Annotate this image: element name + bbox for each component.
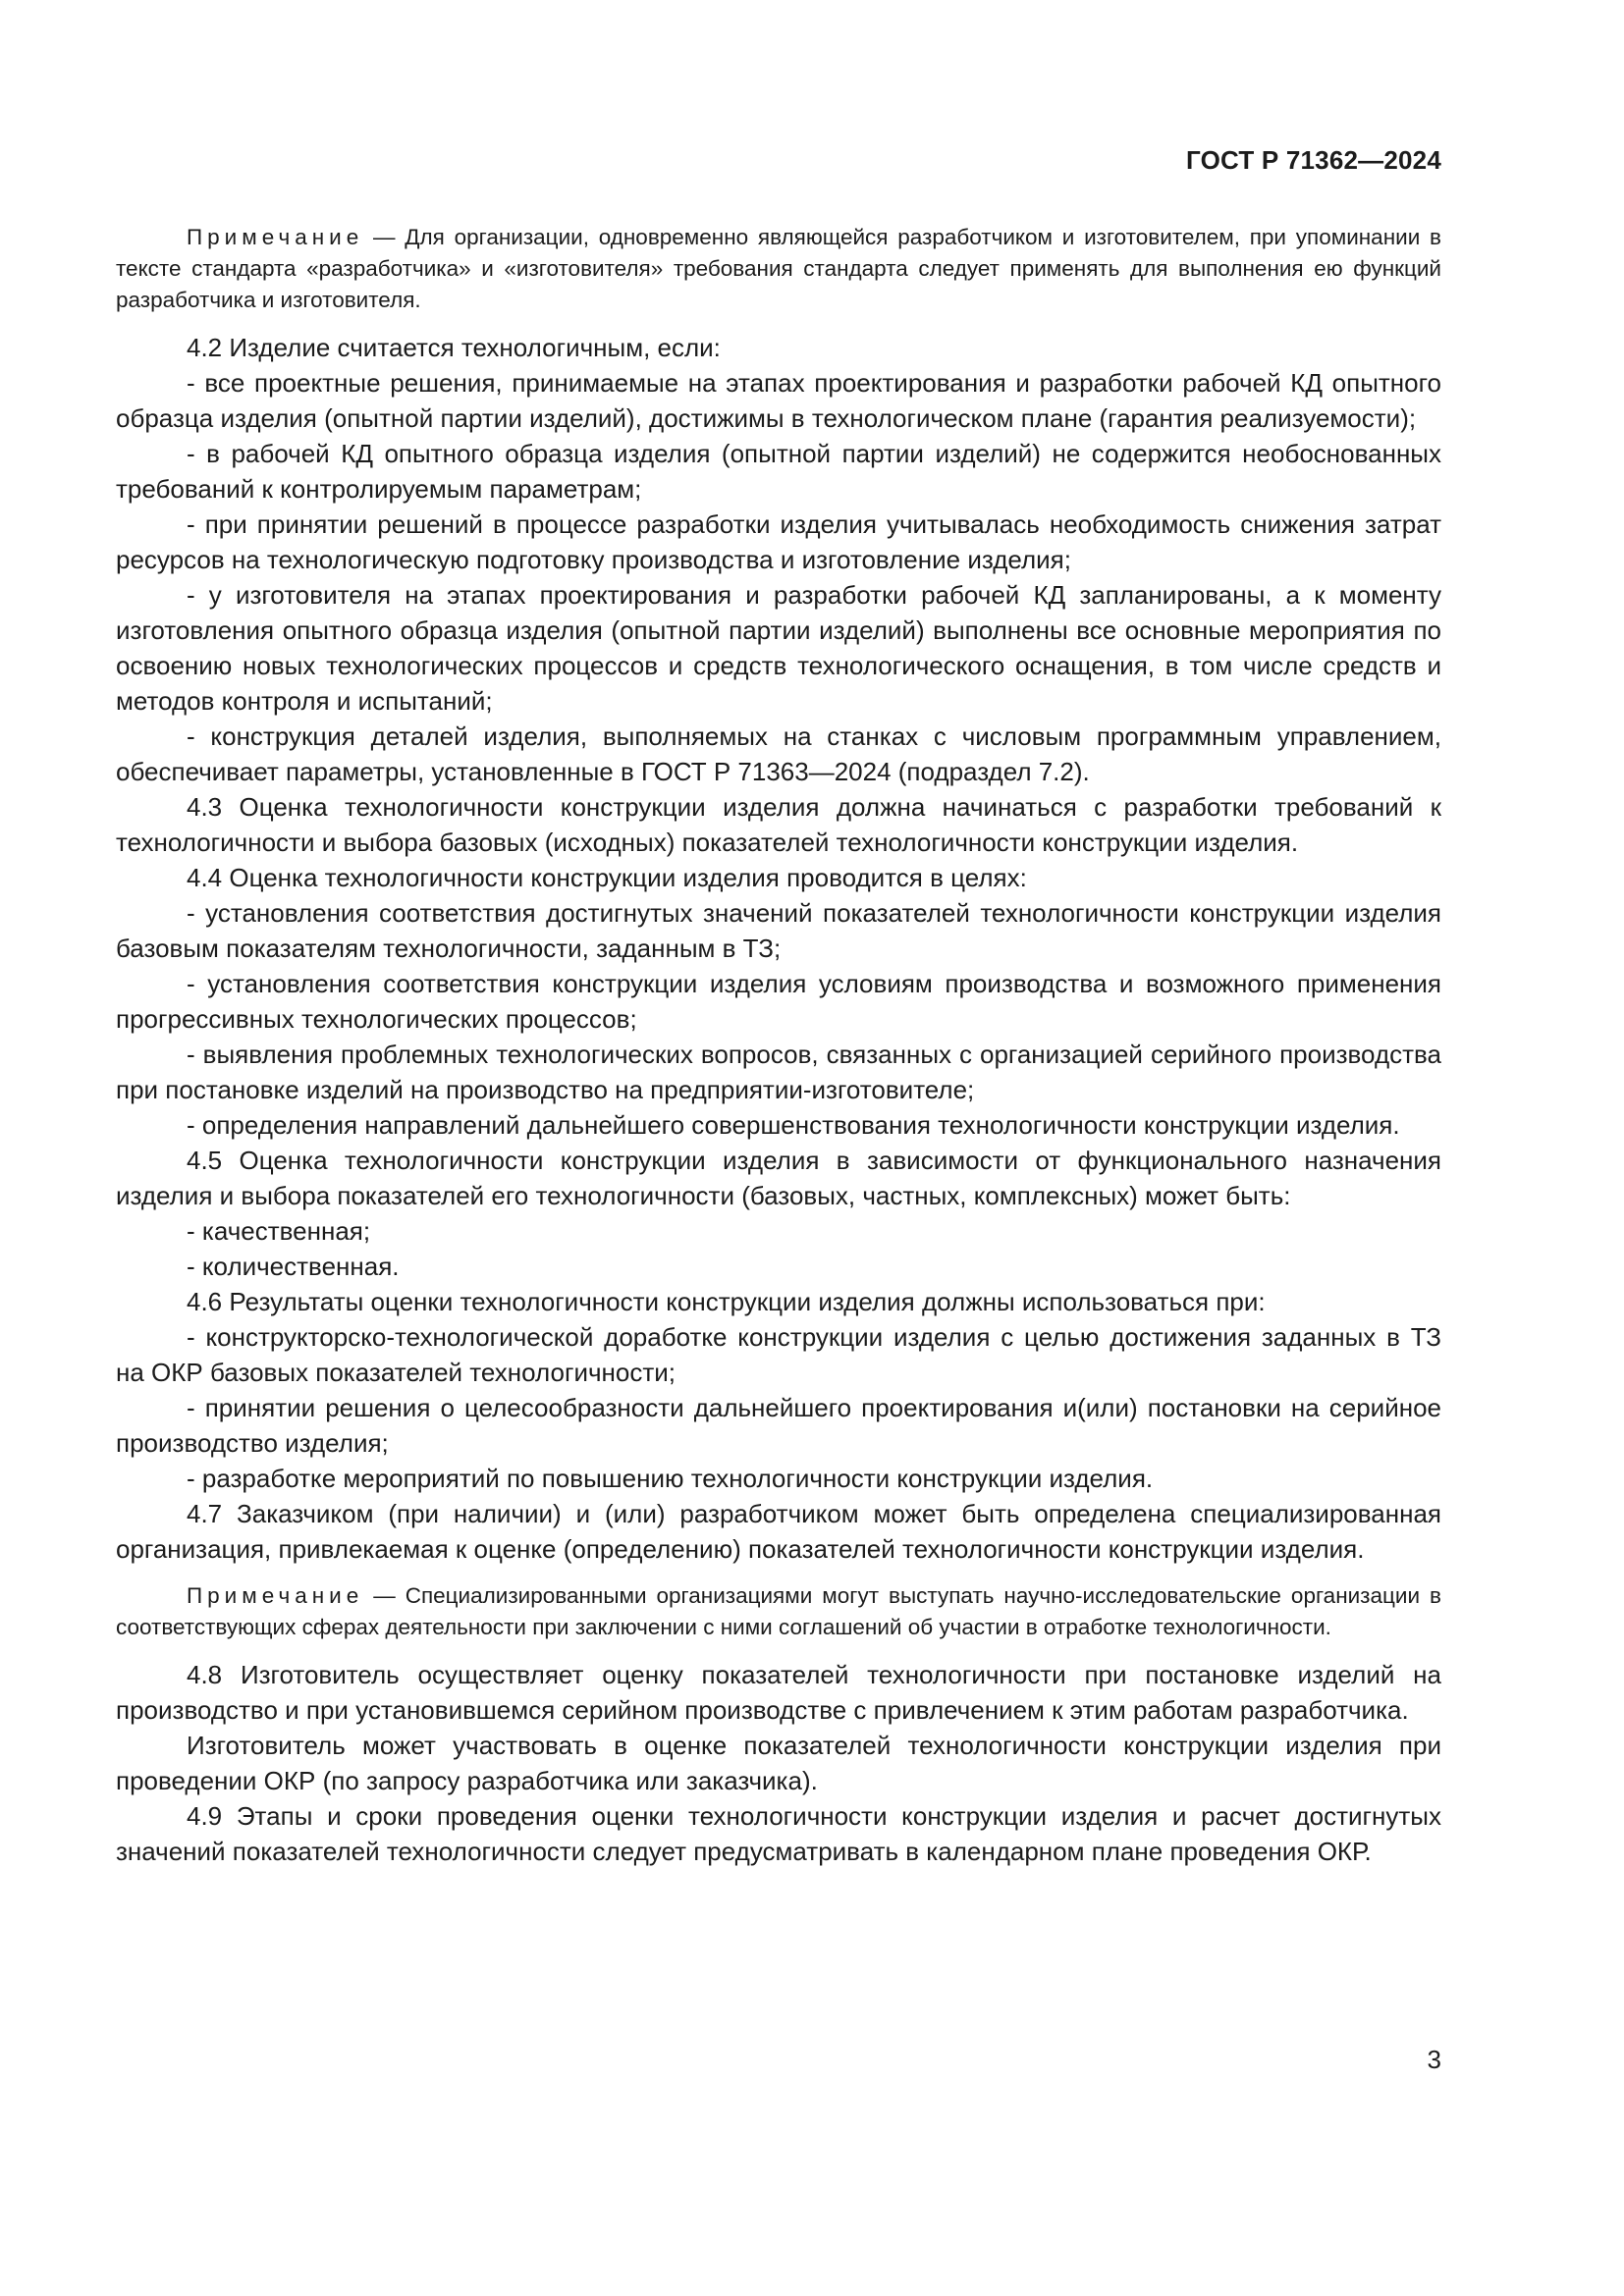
note-2-label: Примечание	[187, 1583, 364, 1608]
clause-4-6-item: - принятии решения о целесообразности дальнейшего проектирования и(или) постановки на серийное производство изделия;	[116, 1393, 1441, 1458]
clause-4-4-item: - выявления проблемных технологических вопросов, связанных с организацией серийного производства при постановке изделий на производство на предприятии-изготовителе;	[116, 1040, 1441, 1104]
clause-4-2: 4.2 Изделие считается технологичным, если:	[187, 333, 721, 362]
note-1	[116, 222, 1441, 316]
clause-4-8-extra: Изготовитель может участвовать в оценке показателей технологичности конструкции изделия при проведении ОКР (по запросу разработчика или заказчика).	[116, 1731, 1441, 1795]
clause-4-2-item: - конструкция деталей изделия, выполняемых на станках с числовым программным управлением, обеспечивает параметры, установленные в ГОСТ Р 71363—2024 (подраздел 7.2).	[116, 721, 1441, 786]
clause-4-2-item: - все проектные решения, принимаемые на этапах проектирования и разработки рабочей КД опытного образца изделия (опытной партии изделий), достижимы в технологическом плане (гарантия реализуемости);	[116, 368, 1441, 433]
clause-4-3: 4.3 Оценка технологичности конструкции изделия должна начинаться с разработки требований к технологичности и выбора базовых (исходных) показателей технологичности конструкции изделия.	[116, 792, 1441, 857]
standard-id-header: ГОСТ Р 71362—2024	[1186, 145, 1441, 175]
document-body	[116, 222, 1441, 1869]
clause-4-2-item: - у изготовителя на этапах проектирования и разработки рабочей КД запланированы, а к моменту изготовления опытного образца изделия (опытной партии изделий) выполнены все основные мероприятия по освоению новых технологических процессов и средств технологического оснащения, в том числе средств и методов контроля и испытаний;	[116, 580, 1441, 716]
note-2-text: — Специализированными организациями могут выступать научно-исследовательские организации в соответствующих сферах деятельности при заключении с ними соглашений об участии в отработке технологичности.	[116, 1583, 1441, 1639]
clause-4-2-item: - при принятии решений в процессе разработки изделия учитывалась необходимость снижения затрат ресурсов на технологическую подготовку производства и изготовление изделия;	[116, 509, 1441, 574]
note-1-text: — Для организации, одновременно являющейся разработчиком и изготовителем, при упоминании в тексте стандарта «разработчика» и «изготовителя» требования стандарта следует применять для выполнения ею функций разработчика и изготовителя.	[116, 225, 1441, 312]
clause-4-9: 4.9 Этапы и сроки проведения оценки технологичности конструкции изделия и расчет достигнутых значений показателей технологичности следует предусматривать в календарном плане проведения ОКР.	[116, 1801, 1441, 1866]
clause-4-4-item: - определения направлений дальнейшего совершенствования технологичности конструкции изделия.	[187, 1110, 1400, 1140]
clause-4-5-item: - количественная.	[187, 1252, 400, 1281]
page-number: 3	[1427, 2045, 1441, 2074]
clause-4-4-item: - установления соответствия конструкции изделия условиям производства и возможного применения прогрессивных технологических процессов;	[116, 969, 1441, 1034]
note-1-label: Примечание	[187, 225, 364, 249]
note-2	[116, 1580, 1441, 1643]
clause-4-6: 4.6 Результаты оценки технологичности конструкции изделия должны использоваться при:	[187, 1287, 1266, 1316]
clause-4-6-item: - разработке мероприятий по повышению технологичности конструкции изделия.	[187, 1464, 1154, 1493]
clause-4-2-item: - в рабочей КД опытного образца изделия (опытной партии изделий) не содержится необоснованных требований к контролируемым параметрам;	[116, 439, 1441, 504]
clause-4-7: 4.7 Заказчиком (при наличии) и (или) разработчиком может быть определена специализированная организация, привлекаемая к оценке (определению) показателей технологичности конструкции изделия.	[116, 1499, 1441, 1564]
clause-4-6-item: - конструкторско-технологической доработке конструкции изделия с целью достижения заданных в ТЗ на ОКР базовых показателей технологичности;	[116, 1322, 1441, 1387]
clause-4-8: 4.8 Изготовитель осуществляет оценку показателей технологичности при постановке изделий на производство и при установившемся серийном производстве с привлечением к этим работам разработчика.	[116, 1660, 1441, 1725]
clause-4-5-item: - качественная;	[187, 1216, 371, 1246]
clause-4-5: 4.5 Оценка технологичности конструкции изделия в зависимости от функционального назначения изделия и выбора показателей его технологичности (базовых, частных, комплексных) может быть:	[116, 1146, 1441, 1210]
clause-4-4: 4.4 Оценка технологичности конструкции изделия проводится в целях:	[187, 863, 1027, 892]
clause-4-4-item: - установления соответствия достигнутых значений показателей технологичности конструкции изделия базовым показателям технологичности, заданным в ТЗ;	[116, 898, 1441, 963]
